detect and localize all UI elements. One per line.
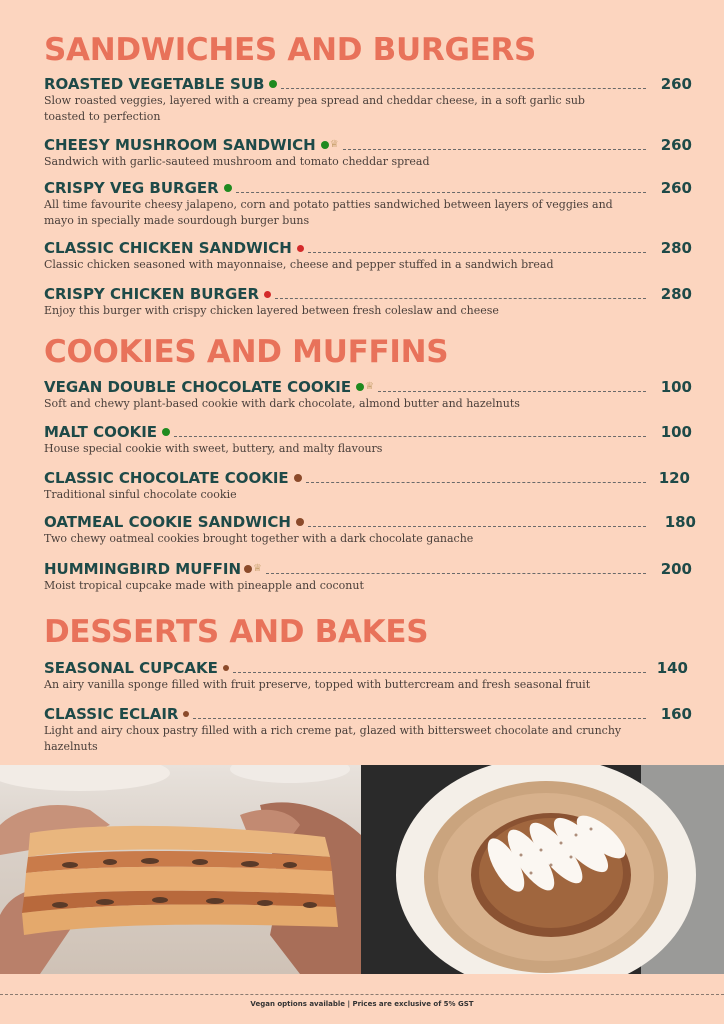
item-name: CHEESY MUSHROOM SANDWICH <box>44 136 316 154</box>
item-description: Enjoy this burger with crispy chicken layered between fresh coleslaw and cheese <box>44 304 499 317</box>
item-name: OATMEAL COOKIE SANDWICH <box>44 513 291 531</box>
item-price: 120 <box>658 469 690 487</box>
section-title-sandwiches: SANDWICHES AND BURGERS <box>44 32 537 68</box>
item-name: HUMMINGBIRD MUFFIN <box>44 560 242 578</box>
item-description: Sandwich with garlic-sauteed mushroom and tomato cheddar spread <box>44 155 430 168</box>
photo-strip <box>0 765 724 974</box>
item-price: 140 <box>656 659 688 677</box>
item-price: 200 <box>660 560 692 578</box>
item-price: 100 <box>660 378 692 396</box>
dotted-leader <box>266 564 646 574</box>
nonveg-indicator-icon <box>297 245 304 252</box>
item-name: MALT COOKIE <box>44 423 158 441</box>
menu-item-cheesy-mushroom-sandwich <box>44 135 692 170</box>
vegan-option-icon: ♕ <box>329 139 339 150</box>
item-description: Moist tropical cupcake made with pineapple and coconut <box>44 579 364 592</box>
menu-item-vegan-double-chocolate-cookie <box>44 377 692 412</box>
vegan-option-icon: ♕ <box>365 381 375 392</box>
dotted-leader <box>236 183 646 193</box>
menu-item-hummingbird-muffin <box>44 559 692 594</box>
menu-item-classic-chicken-sandwich <box>44 238 692 273</box>
dotted-leader <box>281 79 646 89</box>
item-name: SEASONAL CUPCAKE <box>44 659 218 677</box>
dotted-leader <box>275 289 646 299</box>
egg-indicator-icon <box>223 665 229 671</box>
item-price: 260 <box>660 136 692 154</box>
item-description: Classic chicken seasoned with mayonnaise, cheese and pepper stuffed in a sandwich bread <box>44 258 554 271</box>
veg-indicator-icon <box>224 184 232 192</box>
item-name: ROASTED VEGETABLE SUB <box>44 75 265 93</box>
veg-indicator-icon <box>356 383 364 391</box>
menu-item-crispy-veg-burger <box>44 178 692 229</box>
egg-indicator-icon <box>296 518 304 526</box>
footer-divider <box>0 994 724 995</box>
item-description: Slow roasted veggies, layered with a creamy pea spread and cheddar cheese, in a soft garlic sub toasted to perfection <box>44 94 585 123</box>
dotted-leader <box>174 427 646 437</box>
dotted-leader <box>308 517 646 527</box>
item-price: 100 <box>660 423 692 441</box>
item-description: An airy vanilla sponge filled with fruit preserve, topped with buttercream and fresh seasonal fruit <box>44 678 591 691</box>
menu-item-classic-chocolate-cookie <box>44 468 690 503</box>
dotted-leader <box>233 663 646 673</box>
item-price: 280 <box>660 285 692 303</box>
menu-item-malt-cookie <box>44 422 692 457</box>
section-title-cookies: COOKIES AND MUFFINS <box>44 334 449 370</box>
item-price: 280 <box>660 239 692 257</box>
dotted-leader <box>378 382 646 392</box>
item-name: VEGAN DOUBLE CHOCOLATE COOKIE <box>44 378 352 396</box>
item-description: All time favourite cheesy jalapeno, corn and potato patties sandwiched between layers of veggies and mayo in specially made sourdough burger buns <box>44 198 613 227</box>
egg-indicator-icon <box>294 474 302 482</box>
item-name: CRISPY CHICKEN BURGER <box>44 285 260 303</box>
eclair-photo <box>361 765 724 974</box>
nonveg-indicator-icon <box>264 291 271 298</box>
veg-indicator-icon <box>321 141 329 149</box>
vegan-option-icon: ♕ <box>253 563 262 574</box>
item-name: CRISPY VEG BURGER <box>44 179 219 197</box>
dotted-leader <box>306 473 646 483</box>
menu-item-classic-eclair <box>44 704 692 755</box>
footer-note: Vegan options available | Prices are exclusive of 5% GST <box>250 1000 474 1008</box>
egg-indicator-icon <box>244 565 252 573</box>
item-price: 180 <box>664 513 696 531</box>
item-price: 160 <box>660 705 692 723</box>
menu-item-seasonal-cupcake <box>44 658 688 693</box>
egg-indicator-icon <box>183 711 189 717</box>
item-price: 260 <box>660 179 692 197</box>
menu-item-crispy-chicken-burger <box>44 284 692 319</box>
section-title-desserts: DESSERTS AND BAKES <box>44 614 429 650</box>
item-description: Two chewy oatmeal cookies brought together with a dark chocolate ganache <box>44 532 474 545</box>
item-description: Traditional sinful chocolate cookie <box>44 488 237 501</box>
veg-indicator-icon <box>269 80 277 88</box>
menu-item-roasted-vegetable-sub <box>44 74 692 125</box>
dotted-leader <box>193 709 646 719</box>
menu-item-oatmeal-cookie-sandwich <box>44 512 696 547</box>
sandwich-photo <box>0 765 361 974</box>
dotted-leader <box>343 140 646 150</box>
item-name: CLASSIC ECLAIR <box>44 705 179 723</box>
dotted-leader <box>308 243 646 253</box>
item-name: CLASSIC CHICKEN SANDWICH <box>44 239 292 257</box>
item-price: 260 <box>660 75 692 93</box>
dessert-illustration <box>361 765 724 974</box>
item-description: Light and airy choux pastry filled with a rich creme pat, glazed with bittersweet chocolate and crunchy hazelnuts <box>44 724 622 753</box>
sandwich-illustration <box>0 765 361 974</box>
item-name: CLASSIC CHOCOLATE COOKIE <box>44 469 289 487</box>
item-description: Soft and chewy plant-based cookie with dark chocolate, almond butter and hazelnuts <box>44 397 520 410</box>
veg-indicator-icon <box>162 428 170 436</box>
item-description: House special cookie with sweet, buttery, and malty flavours <box>44 442 383 455</box>
